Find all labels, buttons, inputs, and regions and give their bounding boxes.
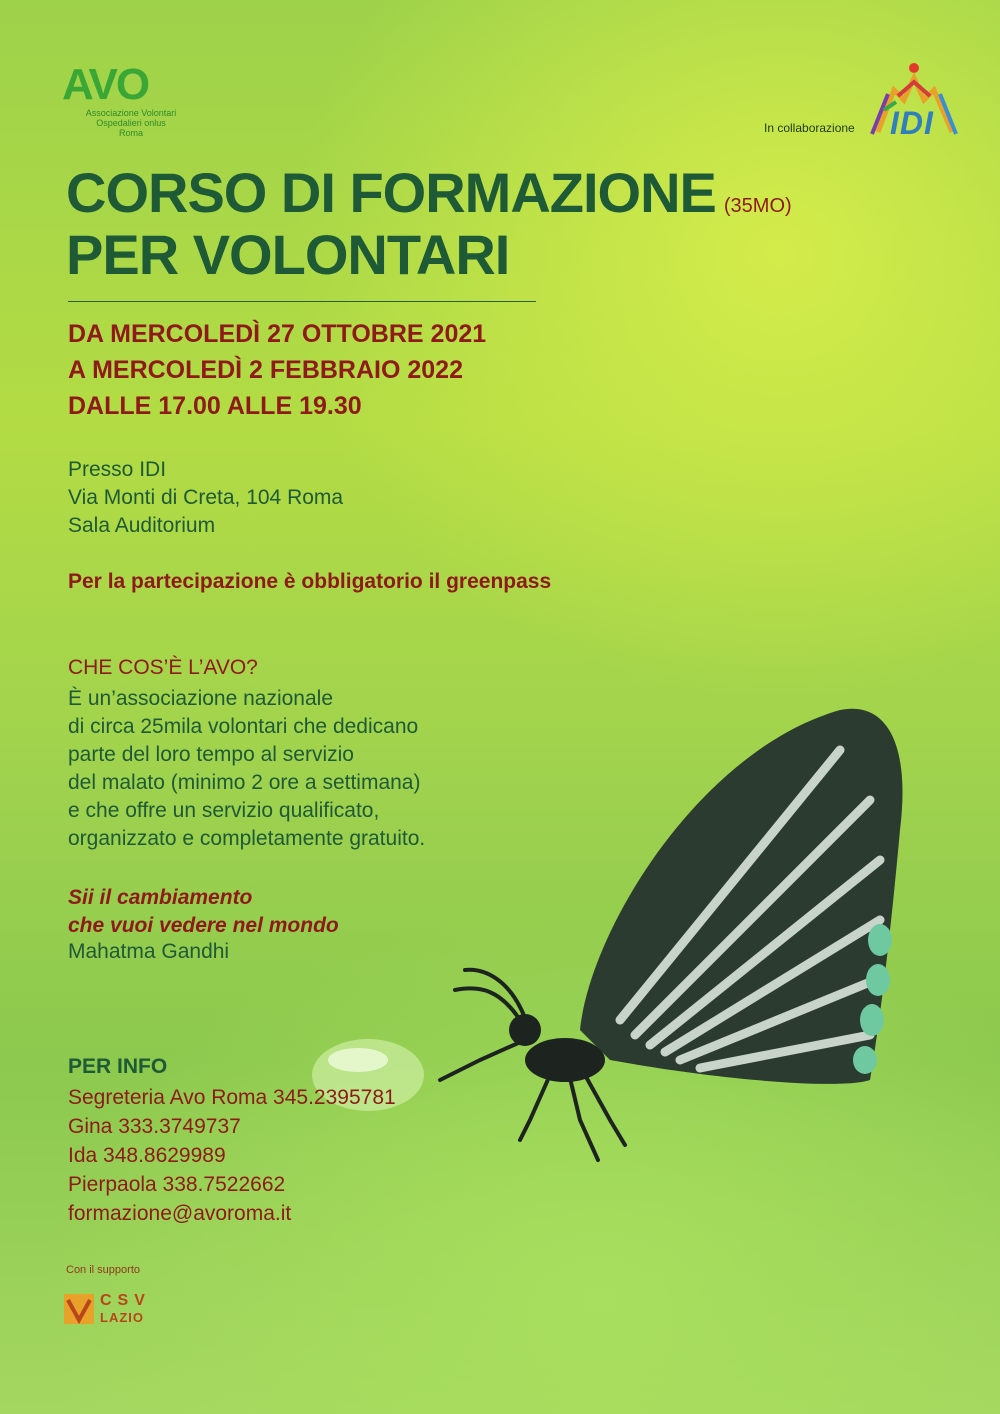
greenpass-notice: Per la partecipazione è obbligatorio il greenpass <box>68 570 552 593</box>
edition-label: (35MO) <box>723 195 792 217</box>
contact-ida: Ida 348.8629989 <box>68 1144 226 1167</box>
avo-logo-word: AVO <box>62 60 149 109</box>
quote-author: Mahatma Gandhi <box>68 940 230 963</box>
venue-room: Sala Auditorium <box>68 514 216 537</box>
contact-secretary: Segreteria Avo Roma 345.2395781 <box>68 1086 396 1109</box>
time-range: DALLE 17.00 ALLE 19.30 <box>68 392 362 420</box>
date-start: DA MERCOLEDÌ 27 OTTOBRE 2021 <box>68 320 487 348</box>
contact-gina: Gina 333.3749737 <box>68 1115 241 1138</box>
csv-mark-icon <box>64 1294 94 1324</box>
idi-logo <box>868 60 960 140</box>
idi-logo-word: IDI <box>890 105 934 141</box>
venue-block <box>68 456 343 540</box>
about-text: È un’associazione nazionale di circa 25mila volontari che dedicano parte del loro tempo al servizio del malato (minimo 2 ore a settimana) e che offre un servizio qualificato, organizzato e completamente gratuito. <box>68 687 426 850</box>
csv-lazio-logo <box>64 1292 174 1346</box>
title-line-2: PER VOLONTARI <box>66 223 510 286</box>
title-line-1: CORSO DI FORMAZIONE (35MO) <box>66 161 792 224</box>
info-contacts <box>68 1083 396 1228</box>
quote: Sii il cambiamento che vuoi vedere nel mondo <box>68 886 339 937</box>
title-divider <box>68 301 536 302</box>
csv-word: CSV <box>100 1292 151 1309</box>
contact-email: formazione@avoroma.it <box>68 1202 292 1225</box>
contact-pierpaola: Pierpaola 338.7522662 <box>68 1173 286 1196</box>
venue-name: Presso IDI <box>68 458 167 481</box>
about-heading: CHE COS’È L’AVO? <box>68 656 258 679</box>
info-heading: PER INFO <box>68 1055 168 1078</box>
avo-logo <box>62 60 192 140</box>
support-label: Con il supporto <box>66 1264 140 1276</box>
venue-address: Via Monti di Creta, 104 Roma <box>68 486 344 509</box>
collaboration-label: In collaborazione <box>764 121 855 135</box>
date-end: A MERCOLEDÌ 2 FEBBRAIO 2022 <box>68 356 463 384</box>
avo-logo-caption: Associazione Volontari Ospedalieri onlus Roma <box>85 108 177 138</box>
csv-lazio-word: LAZIO <box>100 1310 144 1325</box>
